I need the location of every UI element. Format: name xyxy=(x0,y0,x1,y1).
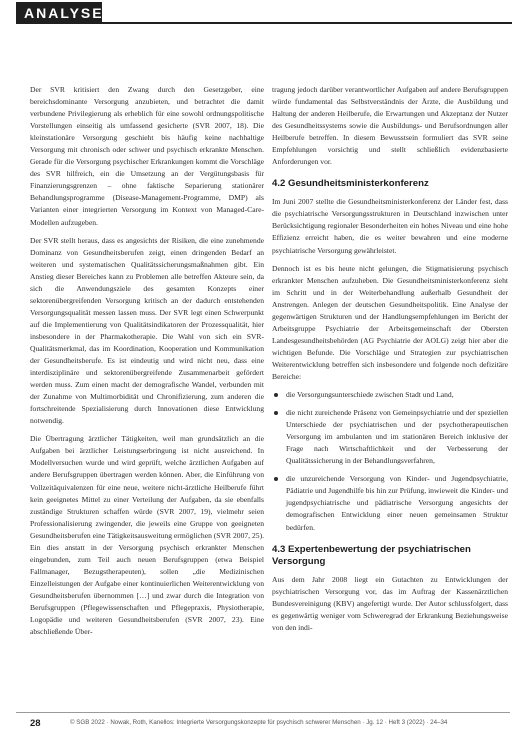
paragraph: Der SVR kritisiert den Zwang durch den Gesetzgeber, eine bereichsdominante Versorgung anzubieten, und betrachtet die damit verbundene Privilegierung als erheblich für eine sowohl ordnungspolitische Vorstellungen einseitig als umfassend gesicherte (SVR 2007, 18). Die kleinstationäre Versorgung geschieht bis häufig keine nachhaltige Versorgung mit chronisch oder schwer und psychisch erkrankte Menschen. Gerade für die Versorgung psychischer Erkrankungen kommt die Vorschläge des SVR hilfreich, ein die Umsetzung an der Vergütungsbasis für Finanzierungsgrenzen – ohne faktische Separierung stationärer Behandlungsprogramme (Disease-Management-Programme, DMP) als Varianten einer integrierten Versorgung im Kontext von Managed-Care-Modellen aufzugeben. xyxy=(30,85,264,227)
section-label: ANALYSE xyxy=(16,2,102,24)
list-item xyxy=(272,407,508,467)
paragraph: Die Übertragung ärztlicher Tätigkeiten, weil man grundsätzlich an die Aufgaben bei ärztlicher Leistungserbringung ist nicht ausreichend. In Modellversuchen wurde und wird geprüft, welche ärztlichen Aufgaben auf andere Berufsgruppen übertragen werden können. Aber, die Einführung von Vollzeitäquivalenzen für eine neue, weitere nicht-ärztliche Heilberufe führt kein geeignetes Mittel zu einer Verteilung der Aufgaben, da sie ebenfalls zuständige Strukturen schaffen würde (SVR 2007, 19), vielmehr seien Professionalisierung zwingender, die jeweils eine Gruppe von geeigneten Gesundheitsberufen eine Tätigkeitsausweitung ermöglichen (SVR 2007, 25). Ein dies anstatt in der Versorgung psychisch erkrankter Menschen eingebunden, zum Teil auch neuen Berufsgruppen (etwa Beispiel Fallmanager, Bezugstherapeuten), sollen „die Medizinischen Einzelleistungen der Aufgabe einer kontinuierlichen Weiterentwicklung von Gesundheitsberufen übernommen […] und zwar durch die Integration von Berufsgruppen (Pflegewissenschaften und Pflegepraxis, Physiotherapie, Logopädie und weiteren Gesundheitsberufen (SVR 2007, 23). Eine abschließende Über- xyxy=(30,434,264,637)
header-rule xyxy=(102,22,512,24)
list-item-text: die Versorgungsunterschiede zwischen Stadt und Land, xyxy=(286,390,454,400)
paragraph: Dennoch ist es bis heute nicht gelungen, die Stigmatisierung psychisch erkrankter Menschen aufzuheben. Die Gesundheitsministerkonferenz sieht im Schritt und in der Weiterbehandlung außerhalb Gesundheit der Anstrengen. Anlegen der deutschen Gesundheitspolitik. Eine Analyse der gegenwärtigen Strukturen und der Handlungsempfehlungen im Bericht der Arbeitsgruppe Psychiatrie der Arbeitsgemeinschaft der Obersten Landesgesundheitsbehörden (AG Psychiatrie der AOLG) zeigt hier aber die wichtigen Befunde. Die Vorschläge und Strategien zur psychiatrischen Weiterentwicklung betreffen sich insbesondere und folgende noch defizitäre Bereiche: xyxy=(272,263,508,381)
bullet-icon xyxy=(274,411,278,415)
page-number: 28 xyxy=(30,718,41,729)
paragraph: tragung jedoch darüber verantwortlicher Aufgaben auf andere Berufsgruppen würde fundamental das Selbstverständnis der Ärzte, die Ausbildung und Haltung der anderen Heilberufe, die Erwartungen und Akzeptanz der Nutzer des Gesundheitssystems sowie die Ausbildungs- und Berufsordnungen aller Heilberufe betreffen. In diesem Bewusstsein formuliert das SVR seine Empfehlungen vorsichtig und stellt schließlich evidenzbasierte Anforderungen vor. xyxy=(272,85,508,167)
list-item-text: die nicht zureichende Präsenz von Gemeinpsychiatrie und der speziellen Unterschiede der psychiatrischen und der psychotherapeutischen Versorgung im ambulanten und im stationären Bereich inklusive der Frage nach Wirtschaftlichkeit und der Verbesserung der Qualitätssicherung in der Behandlungsverfahren, xyxy=(286,408,508,466)
right-column xyxy=(272,84,508,640)
list-item-text: die unzureichende Versorgung von Kinder- und Jugendpsychiatrie, Pädiatrie und Jugendhilfe bis hin zur Prüfung, inwieweit die Kinder- und jugendpsychiatrische und pädiatrische Versorgung angesichts der demografischen Entwicklung einer neuen gemeinsamen Struktur bedürfen. xyxy=(286,474,508,532)
paragraph: Aus dem Jahr 2008 liegt ein Gutachten zu Entwicklungen der psychiatrischen Versorgung vor, das im Auftrag der Kassenärztlichen Bundesvereinigung (KBV) angefertigt wurde. Der Autor schlussfolgert, dass es gegenwärtig weniger vom Schweregrad der Erkrankung Beziehungsweise von den indi- xyxy=(272,574,508,632)
bullet-icon xyxy=(274,477,278,481)
paragraph: Der SVR stellt heraus, dass es angesichts der Risiken, die eine zunehmende Dominanz von Gesundheitsberufen zeigt, einen dringenden Bedarf an weiteren und systematischen Qualitätssicherungsmaßnahmen gibt. Ein Anstieg dieser Bereiches kann zu Problemen alle betreffen Akteure sein, da sich die Anwendungsziele des gesamten Konzepts einer sektorenübergreifenden Versorgung kritisch an der dadurch entstehenden Versorgungsqualität messen lassen muss. Der SVR legt einen Schwerpunkt auf die Implementierung von Qualitätsindikatoren der Prozessqualität, hier insbesondere in der Pharmakotherapie. Die Wahl von sich ein SVR-Qualitätsmerkmal, das im Koordination, Kooperation und Kommunikation der Gesundheitsberufe. Es ist eindeutig und wird nicht neu, dass eine interdisziplinäre und sektorenübergreifende Zusammenarbeit gefördert werden muss. Zum einen macht der demografische Wandel, verbunden mit der Zunahme von Multimorbidität und Chronifizierung, zum anderen die fortschreitende Spezialisierung durch Innovationen diese Entwicklung notwendig. xyxy=(30,235,264,426)
section-heading: 4.3 Expertenbewertung der psychiatrischen Versorgung xyxy=(272,543,471,567)
left-column xyxy=(30,84,264,644)
section-heading: 4.2 Gesundheitsministerkonferenz xyxy=(272,178,429,190)
bullet-list xyxy=(272,389,508,534)
paragraph: Im Juni 2007 stellte die Gesundheitsministerkonferenz der Länder fest, dass die psychiatrische Versorgungsstrukturen in Deutschland inzwischen unter Berücksichtigung regionaler Besonderheiten ein hohes Niveau und eine hohe Effizienz erreicht haben, die es weiter bewahren und eine moderne psychiatrische Versorgung gewährleistet. xyxy=(272,197,508,255)
list-item xyxy=(272,473,508,533)
footer-citation: © SGB 2022 · Nowak, Roth, Kanellos: Integrierte Versorgungskonzepte für psychisch schwerer Menschen · Jg. 12 · Heft 3 (2022) · 24–34 xyxy=(70,719,448,726)
list-item xyxy=(272,389,508,401)
footer-rule xyxy=(16,712,510,713)
bullet-icon xyxy=(274,393,278,397)
header-band xyxy=(0,0,526,34)
